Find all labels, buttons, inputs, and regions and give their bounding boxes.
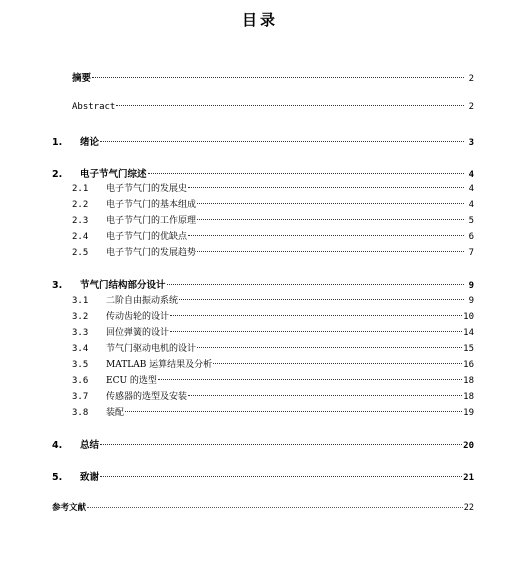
toc-chapter-text: 绪论 — [80, 137, 100, 148]
toc-section-3-4[interactable] — [72, 341, 474, 354]
toc-chapter-number: 2. — [52, 169, 63, 180]
toc-section-text: 装配 — [106, 408, 125, 418]
toc-section-text: 电子节气门的发展趋势 — [106, 248, 197, 258]
toc-entry-abstract-cn[interactable] — [72, 70, 474, 84]
toc-section-2-1[interactable] — [72, 181, 474, 194]
toc-entry-abstract-en[interactable] — [72, 102, 474, 112]
toc-section-text: 电子节气门的工作原理 — [106, 216, 197, 226]
toc-chapter-page: 21 — [463, 473, 474, 483]
dot-leader — [197, 250, 464, 252]
toc-section-text: 传感器的选型及安装 — [106, 392, 188, 402]
toc-section-2-4[interactable] — [72, 229, 474, 242]
toc-section-3-1[interactable] — [72, 293, 474, 306]
toc-section-page: 5 — [468, 216, 474, 226]
toc-section-2-5[interactable] — [72, 245, 474, 258]
toc-entry-text: 参考文献 — [52, 503, 87, 513]
toc-section-number: 3.4 — [72, 344, 89, 354]
dot-leader — [158, 378, 462, 380]
toc-chapter-page: 9 — [468, 281, 474, 291]
toc-entry-references[interactable] — [52, 501, 474, 513]
dot-leader — [188, 186, 464, 188]
toc-chapter-2[interactable] — [52, 166, 474, 180]
dot-leader — [213, 362, 462, 364]
toc-section-page: 7 — [468, 248, 474, 258]
toc-section-2-3[interactable] — [72, 213, 474, 226]
toc-section-text: 传动齿轮的设计 — [106, 312, 170, 322]
toc-section-text: 电子节气门的基本组成 — [106, 200, 197, 210]
dot-leader — [179, 298, 464, 300]
toc-chapter-1[interactable] — [52, 134, 474, 148]
toc-section-page: 15 — [463, 344, 474, 354]
toc-section-page: 14 — [463, 328, 474, 338]
toc-chapter-number: 1. — [52, 137, 63, 148]
dot-leader — [197, 202, 464, 204]
toc-section-text: 二阶自由振动系统 — [106, 296, 179, 306]
toc-chapter-number: 5. — [52, 472, 63, 483]
dot-leader — [125, 410, 462, 412]
toc-section-3-3[interactable] — [72, 325, 474, 338]
toc-entry-text: 摘要 — [72, 73, 92, 84]
toc-section-page: 6 — [468, 232, 474, 242]
toc-section-number: 2.5 — [72, 248, 89, 258]
dot-leader — [100, 140, 464, 142]
toc-chapter-page: 4 — [468, 170, 474, 180]
toc-section-number: 3.3 — [72, 328, 89, 338]
toc-section-2-2[interactable] — [72, 197, 474, 210]
toc-section-page: 4 — [468, 200, 474, 210]
toc-section-number: 2.1 — [72, 184, 89, 194]
toc-chapter-text: 总结 — [80, 440, 100, 451]
toc-section-number: 3.5 — [72, 360, 89, 370]
toc-chapter-4[interactable] — [52, 437, 474, 451]
dot-leader — [188, 234, 464, 236]
dot-leader — [197, 218, 464, 220]
toc-chapter-text: 节气门结构部分设计 — [80, 280, 166, 291]
dot-leader — [170, 330, 462, 332]
toc-section-page: 4 — [468, 184, 474, 194]
toc-section-number: 3.6 — [72, 376, 89, 386]
dot-leader — [148, 172, 464, 174]
toc-section-3-2[interactable] — [72, 309, 474, 322]
dot-leader — [116, 104, 464, 106]
toc-section-3-5[interactable] — [72, 357, 474, 370]
dot-leader — [92, 76, 464, 78]
toc-chapter-text: 电子节气门综述 — [80, 169, 147, 180]
toc-section-text: ECU 的选型 — [106, 376, 157, 386]
toc-chapter-page: 3 — [468, 138, 474, 148]
toc-entry-page: 2 — [468, 102, 474, 112]
toc-section-text: 节气门驱动电机的设计 — [106, 344, 197, 354]
toc-section-page: 10 — [463, 312, 474, 322]
dot-leader — [197, 346, 462, 348]
toc-section-page: 16 — [463, 360, 474, 370]
toc-section-number: 3.8 — [72, 408, 89, 418]
toc-chapter-number: 3. — [52, 280, 63, 291]
toc-chapter-number: 4. — [52, 440, 63, 451]
toc-section-3-7[interactable] — [72, 389, 474, 402]
toc-entry-page: 22 — [463, 503, 474, 513]
toc-section-3-6[interactable] — [72, 373, 474, 386]
toc-section-text: 电子节气门的优缺点 — [106, 232, 188, 242]
toc-section-page: 18 — [463, 376, 474, 386]
toc-chapter-text: 致谢 — [80, 472, 100, 483]
toc-section-number: 2.3 — [72, 216, 89, 226]
toc-chapter-page: 20 — [463, 441, 474, 451]
toc-entry-text: Abstract — [72, 102, 116, 112]
toc-section-page: 19 — [463, 408, 474, 418]
toc-section-page: 9 — [468, 296, 474, 306]
toc-section-number: 3.1 — [72, 296, 89, 306]
dot-leader — [100, 475, 462, 477]
toc-chapter-3[interactable] — [52, 277, 474, 291]
toc-entry-page: 2 — [468, 74, 474, 84]
toc-section-page: 18 — [463, 392, 474, 402]
toc-section-number: 2.2 — [72, 200, 89, 210]
toc-section-3-8[interactable] — [72, 405, 474, 418]
toc-chapter-5[interactable] — [52, 469, 474, 483]
dot-leader — [87, 506, 463, 508]
dot-leader — [188, 394, 462, 396]
toc-section-number: 3.7 — [72, 392, 89, 402]
dot-leader — [100, 443, 462, 445]
toc-title: 目录 — [241, 11, 278, 29]
toc-section-number: 3.2 — [72, 312, 89, 322]
dot-leader — [170, 314, 462, 316]
toc-section-text: MATLAB 运算结果及分析 — [106, 360, 213, 370]
toc-section-text: 电子节气门的发展史 — [106, 184, 188, 194]
dot-leader — [167, 283, 464, 285]
toc-section-number: 2.4 — [72, 232, 89, 242]
toc-section-text: 回位弹簧的设计 — [106, 328, 170, 338]
